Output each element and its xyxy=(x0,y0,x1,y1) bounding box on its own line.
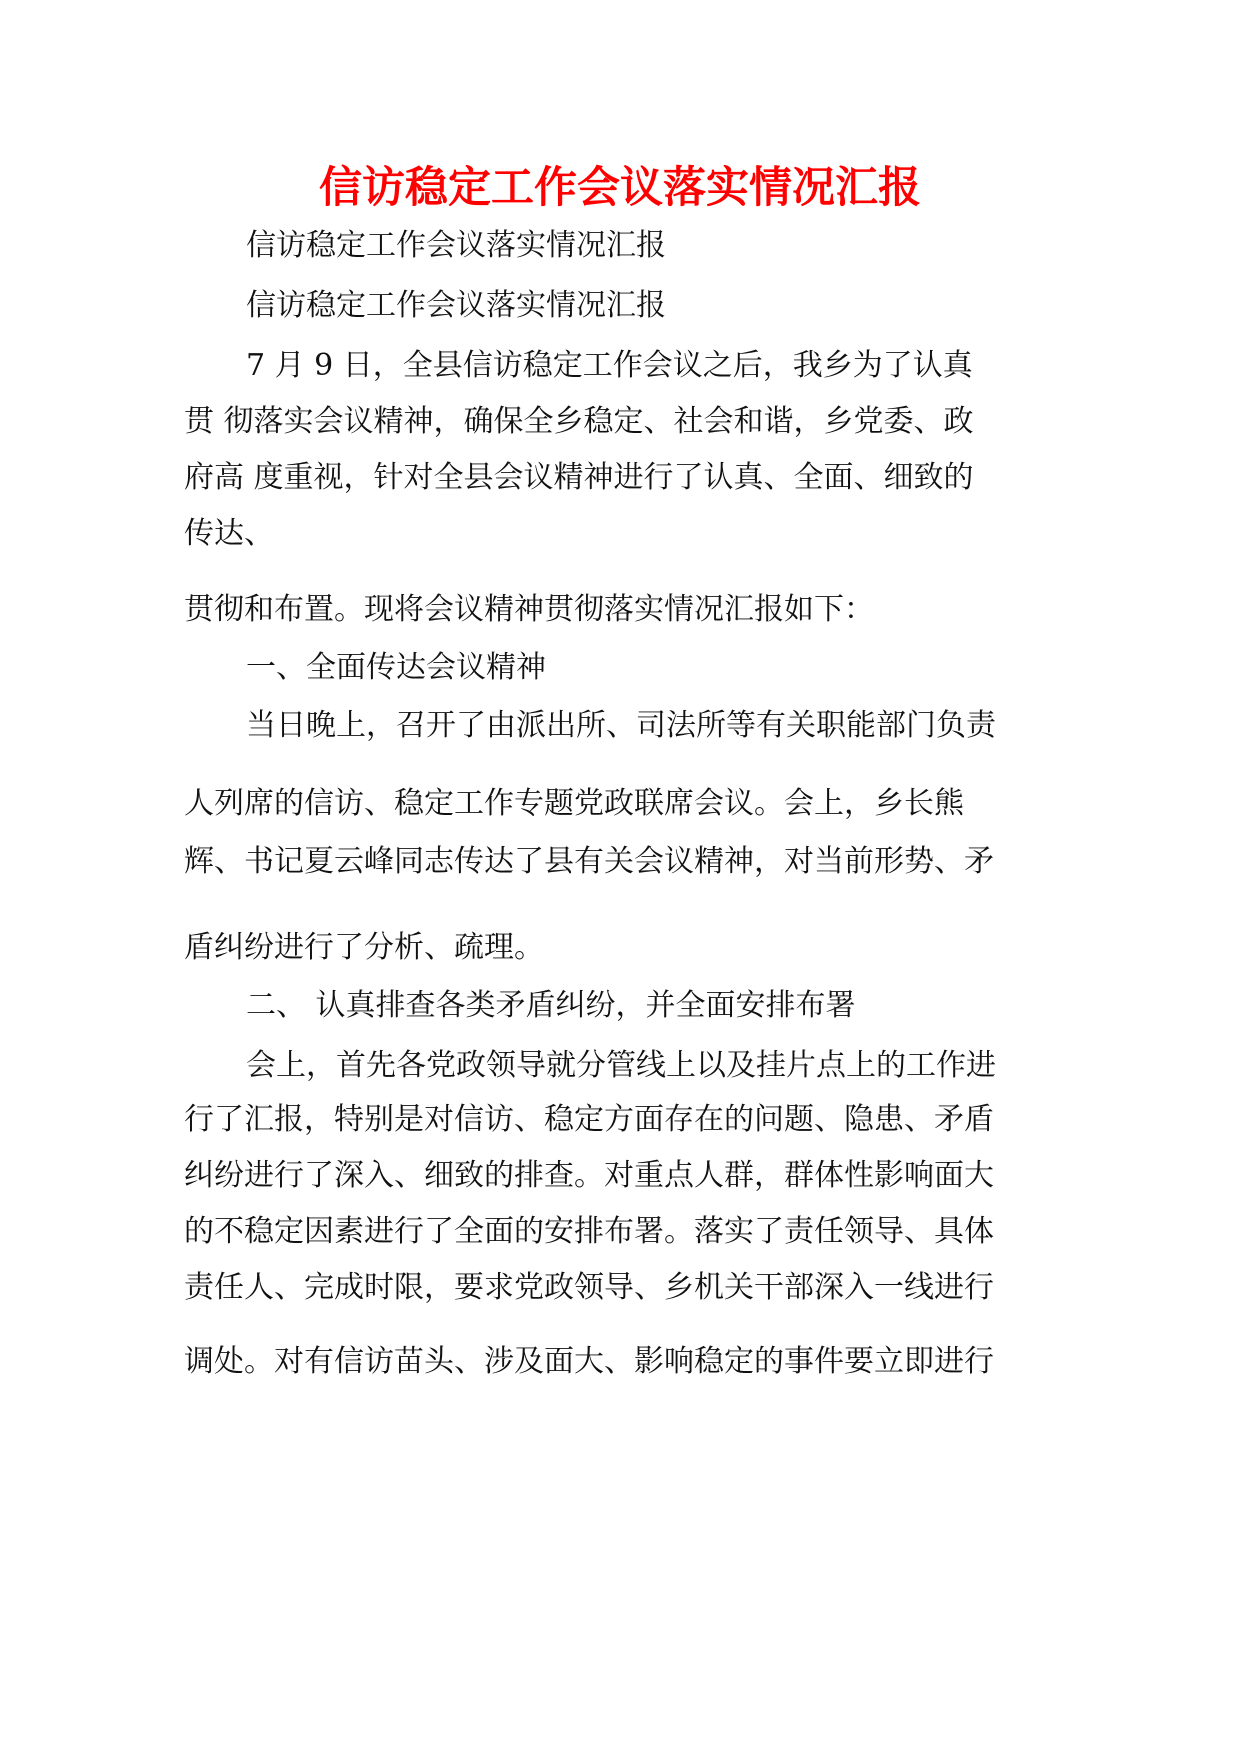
paragraph-1-line-4: 传达、 xyxy=(184,516,274,551)
paragraph-1-line-2: 贯 彻落实会议精神，确保全乡稳定、社会和谐，乡党委、政 xyxy=(184,404,974,439)
paragraph-3-line-6: 调处。对有信访苗头、涉及面大、影响稳定的事件要立即进行 xyxy=(184,1344,994,1379)
subtitle-line-2: 信访稳定工作会议落实情况汇报 xyxy=(246,288,666,323)
paragraph-3-line-5: 责任人、完成时限，要求党政领导、乡机关干部深入一线进行 xyxy=(184,1270,994,1305)
document-title: 信访稳定工作会议落实情况汇报 xyxy=(319,163,921,213)
subtitle-line-1: 信访稳定工作会议落实情况汇报 xyxy=(246,228,666,263)
paragraph-3-line-3: 纠纷进行了深入、细致的排查。对重点人群，群体性影响面大 xyxy=(184,1158,994,1193)
paragraph-2-line-2: 人列席的信访、稳定工作专题党政联席会议。会上，乡长熊 xyxy=(184,786,964,821)
paragraph-1-line-5: 贯彻和布置。现将会议精神贯彻落实情况汇报如下： xyxy=(184,592,874,627)
paragraph-2-line-3: 辉、书记夏云峰同志传达了县有关会议精神，对当前形势、矛 xyxy=(184,844,994,879)
paragraph-2-line-1: 当日晚上，召开了由派出所、司法所等有关职能部门负责 xyxy=(246,708,996,743)
section-heading-1: 一、全面传达会议精神 xyxy=(246,650,546,685)
paragraph-3-line-4: 的不稳定因素进行了全面的安排布署。落实了责任领导、具体 xyxy=(184,1214,994,1249)
section-heading-2: 二、 认真排查各类矛盾纠纷，并全面安排布署 xyxy=(246,988,856,1023)
paragraph-2-line-4: 盾纠纷进行了分析、疏理。 xyxy=(184,930,544,965)
paragraph-3-line-2: 行了汇报，特别是对信访、稳定方面存在的问题、隐患、矛盾 xyxy=(184,1102,994,1137)
paragraph-3-line-1: 会上，首先各党政领导就分管线上以及挂片点上的工作进 xyxy=(246,1048,996,1083)
paragraph-1-line-1: 7 月 9 日，全县信访稳定工作会议之后，我乡为了认真 xyxy=(246,348,973,383)
paragraph-1-line-3: 府高 度重视，针对全县会议精神进行了认真、全面、细致的 xyxy=(184,460,974,495)
